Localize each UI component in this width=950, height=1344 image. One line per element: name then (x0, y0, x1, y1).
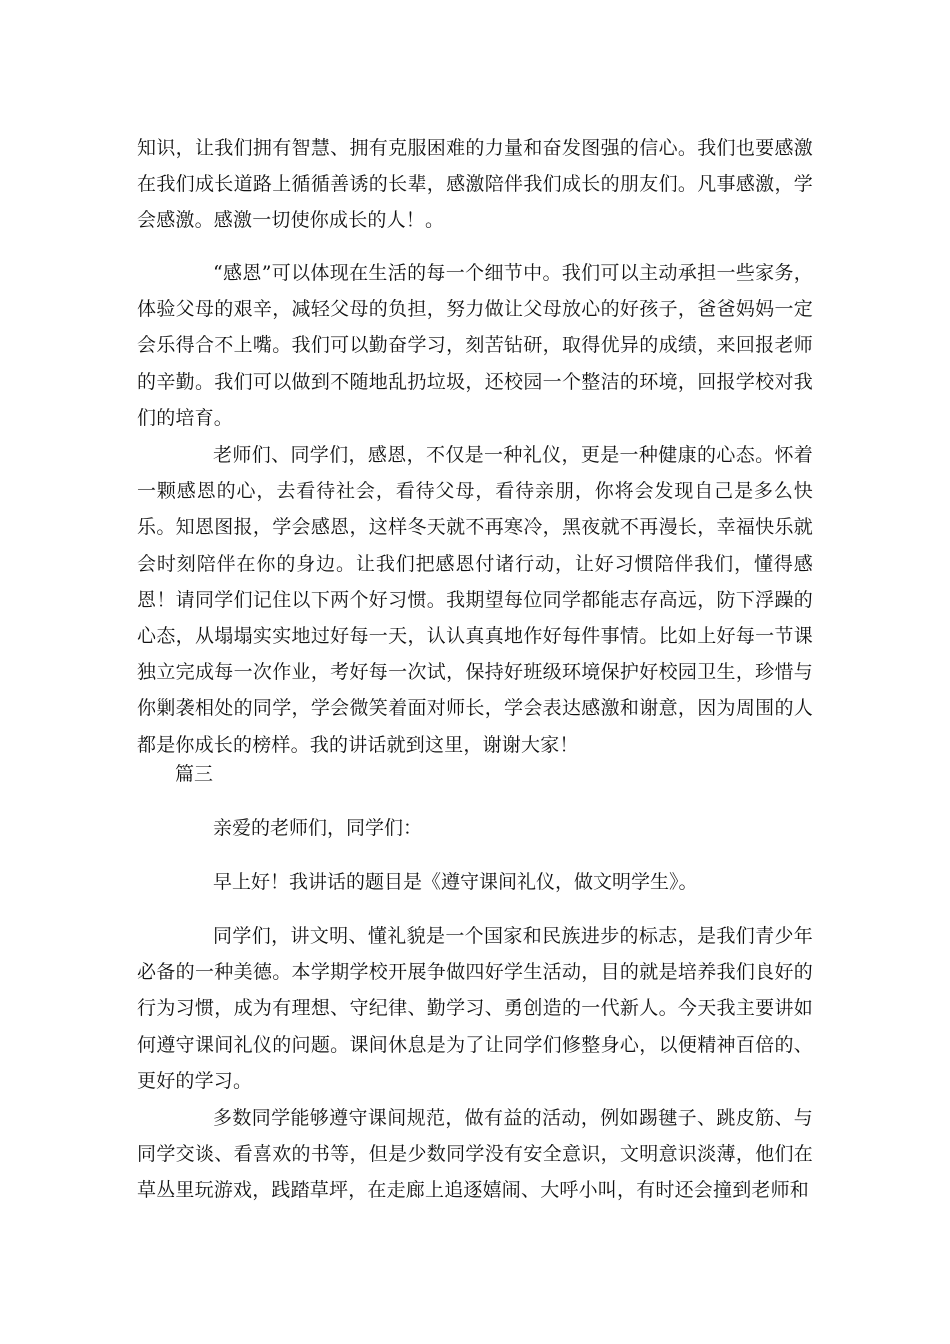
greeting-line: 早上好！我讲话的题目是《遵守课间礼仪，做文明学生》。 (213, 871, 698, 893)
paragraph-gratitude-details: “感恩”可以体现在生活的每一个细节中。我们可以主动承担一些家务，体验父母的艰辛，减轻父母的负担，努力做让父母放心的好孩子，爸爸妈妈一定会乐得合不上嘴。我们可以勤奋学习，刻苦钻研，取得优异的成绩，来回报老师的辛勤。我们可以做到不随地乱扔垃圾，还校园一个整洁的环境，回报学校对我们的培育。 (137, 262, 813, 429)
salutation-line: 亲爱的老师们，同学们： (213, 817, 423, 839)
paragraph-gratitude-attitude: 老师们、同学们，感恩，不仅是一种礼仪，更是一种健康的心态。怀着一颗感恩的心，去看待社会，看待父母，看待亲朋，你将会发现自己是多么快乐。知恩图报，学会感恩，这样冬天就不再寒冷，黑夜就不再漫长，幸福快乐就会时刻陪伴在你的身边。让我们把感恩付诸行动，让好习惯陪伴我们，懂得感恩！请同学们记住以下两个好习惯。我期望每位同学都能志存高远，防下浮躁的心态，从塌塌实实地过好每一天，认认真真地作好每件事情。比如上好每一节课独立完成每一次作业，考好每一次试，保持好班级环境保护好校园卫生，珍惜与你剿袭相处的同学，学会微笑着面对师长，学会表达感激和谢意，因为周围的人都是你成长的榜样。我的讲话就到这里，谢谢大家！ (137, 444, 813, 756)
paragraph-recess-behavior: 多数同学能够遵守课间规范，做有益的活动，例如踢毽子、跳皮筋、与同学交谈、看喜欢的书等，但是少数同学没有安全意识，文明意识淡薄，他们在草丛里玩游戏，践踏草坪，在走廊上追逐嬉闹、大呼小叫，有时还会撞到老师和 (137, 1107, 813, 1202)
section-heading: 篇三 (175, 763, 214, 785)
paragraph-gratitude-closing: 知识，让我们拥有智慧、拥有克服困难的力量和奋发图强的信心。我们也要感激在我们成长道路上循循善诱的长辈，感激陪伴我们成长的朋友们。凡事感激，学会感激。感激一切使你成长的人！。 (137, 137, 813, 232)
paragraph-civility: 同学们，讲文明、懂礼貌是一个国家和民族进步的标志，是我们青少年必备的一种美德。本学期学校开展争做四好学生活动，目的就是培养我们良好的行为习惯，成为有理想、守纪律、勤学习、勇创造的一代新人。今天我主要讲如何遵守课间礼仪的问题。课间休息是为了让同学们修整身心，以便精神百倍的、更好的学习。 (137, 925, 813, 1092)
